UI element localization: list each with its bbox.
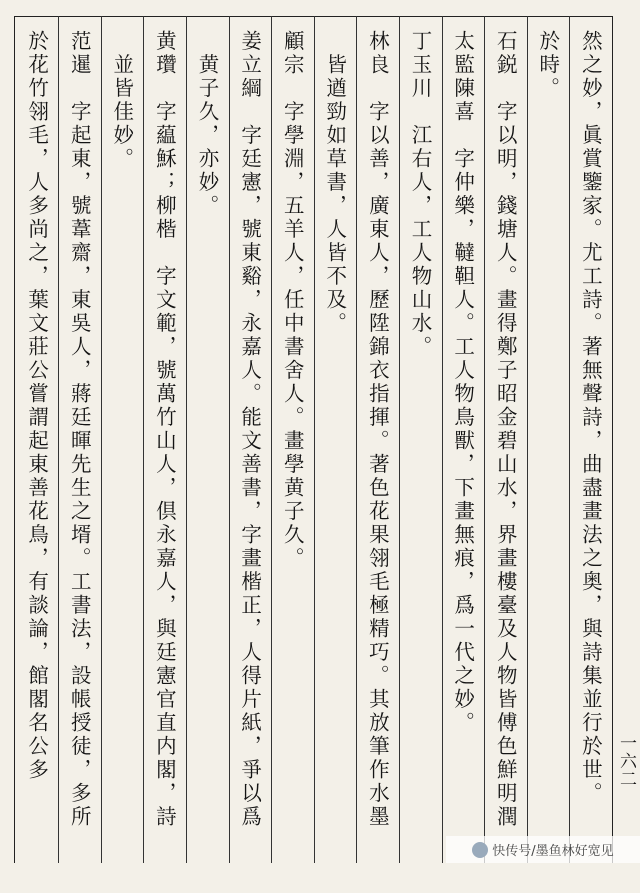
text-column: 姜立綱 字廷憲，號東谿，永嘉人。能文善書，字畫楷正，人得片紙，爭以爲 bbox=[237, 30, 262, 829]
text-column: 太監陳喜 字仲樂，韃靼人。工人物鳥獸，下畫無痕，爲一代之妙。 bbox=[450, 30, 475, 735]
text-column: 並皆佳妙。 bbox=[109, 30, 134, 171]
column-divider bbox=[271, 16, 272, 863]
column-divider bbox=[569, 16, 570, 863]
column-divider bbox=[399, 16, 400, 863]
column-divider bbox=[484, 16, 485, 863]
watermark-text: 快传号/墨鱼林好宽见 bbox=[492, 844, 614, 859]
column-divider bbox=[442, 16, 443, 863]
column-divider bbox=[101, 16, 102, 863]
watermark-logo-icon bbox=[472, 842, 488, 858]
text-column: 丁玉川 江右人，工人物山水。 bbox=[408, 30, 432, 359]
text-column: 於時。 bbox=[535, 30, 560, 101]
text-column: 黄子久，亦妙。 bbox=[195, 30, 219, 218]
column-divider bbox=[58, 16, 59, 863]
column-divider bbox=[356, 16, 357, 863]
column-divider bbox=[527, 16, 528, 863]
text-column: 顧宗 字學淵，五羊人，任中書舍人。畫學黄子久。 bbox=[280, 30, 305, 571]
text-column: 石鋭 字以明，錢塘人。畫得鄭子昭金碧山水，界畫樓臺及人物皆傅色鮮明潤 bbox=[493, 30, 518, 829]
text-column: 黄瓚 字藴穌；柳楷 字文範，號萬竹山人，倶永嘉人，與廷憲官直内閣，詩 bbox=[152, 30, 177, 829]
column-divider bbox=[143, 16, 144, 863]
text-column: 皆遒勁如草書，人皆不及。 bbox=[322, 30, 347, 336]
page-number: 一六二 bbox=[616, 734, 636, 788]
watermark bbox=[446, 836, 640, 863]
text-column: 林良 字以善，廣東人，歷陞錦衣指揮。著色花果翎毛極精巧。其放筆作水墨 bbox=[365, 30, 390, 829]
column-divider bbox=[229, 16, 230, 863]
column-divider bbox=[314, 16, 315, 863]
text-column: 於花竹翎毛，人多尚之，葉文莊公嘗謂起東善花鳥，有談論，館閣名公多 bbox=[24, 30, 49, 782]
text-column: 然之妙，眞賞鑒家。尤工詩。著無聲詩，曲盡畫法之奥，與詩集並行於世。 bbox=[578, 30, 603, 806]
column-divider bbox=[186, 16, 187, 863]
text-column: 范暹 字起東，號葦齋，東吳人，蔣廷暉先生之壻。工書法，設帳授徒，多所 bbox=[67, 30, 92, 829]
